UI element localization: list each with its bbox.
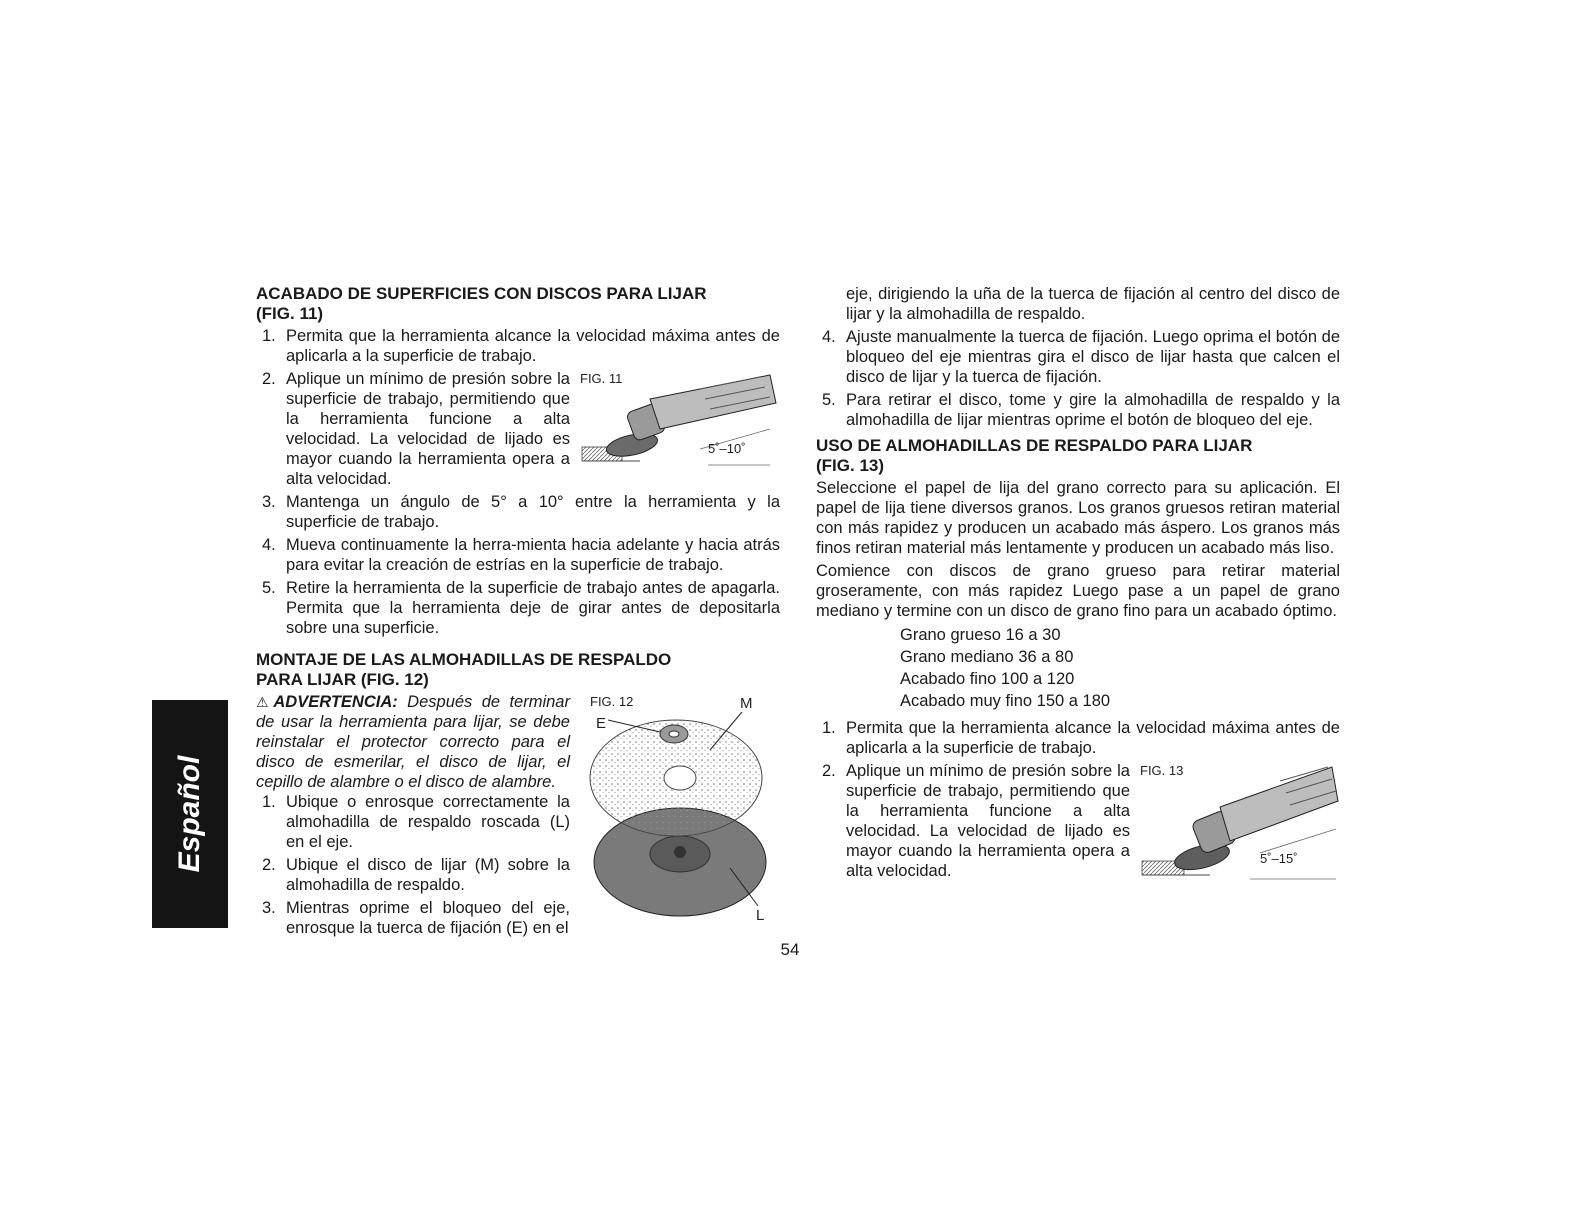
grit-list	[816, 624, 1340, 712]
section-heading-uso: USO DE ALMOHADILLAS DE RESPALDO PARA LIJAR (FIG. 13)	[816, 436, 1253, 475]
section-heading-acabado: ACABADO DE SUPERFICIES CON DISCOS PARA LIJAR (FIG. 11)	[256, 284, 707, 323]
section-heading-montaje: MONTAJE DE LAS ALMOHADILLAS DE RESPALDO PARA LIJAR (FIG. 12)	[256, 650, 672, 689]
grit-item: Grano mediano 36 a 80	[900, 648, 1074, 666]
figure-12: FIG. 12 E M L	[580, 692, 780, 924]
list-item: 4. Mueva continuamente la herra-mienta hacia adelante y hacia atrás para evitar la creación de estrías en la superficie de trabajo.	[262, 536, 780, 574]
list-item-continuation: eje, dirigiendo la uña de la tuerca de fijación al centro del disco de lijar y la almohadilla de respaldo.	[846, 285, 1340, 323]
grit-item: Grano grueso 16 a 30	[900, 626, 1061, 644]
language-tab-label: Español	[173, 755, 206, 873]
left-column	[256, 284, 780, 941]
list-item: 2. FIG. 13 5˚–15˚ Aplique un mínimo de presión sobre la superficie de trabajo, permitiendo que la herramienta funcione a alta velocidad. La velocidad de lijado es mayor cuando la herramienta opera a alta velocidad.	[816, 761, 1340, 881]
warning-label: ADVERTENCIA:	[273, 693, 398, 711]
list-item: 5. Retire la herramienta de la superficie de trabajo antes de apagarla. Permita que la herramienta deje de girar antes de depositarla sobre una superficie.	[262, 579, 780, 637]
figure-13: FIG. 13 5˚–15˚	[1140, 761, 1340, 881]
warning-icon: ⚠	[256, 694, 274, 710]
list-item: 3. Mientras oprime el bloqueo del eje, enrosque la tuerca de fijación (E) en el	[262, 899, 570, 937]
list-item: 4. Ajuste manualmente la tuerca de fijación. Luego oprima el botón de bloqueo del eje mientras gira el disco de lijar hasta que calcen el disco de lijar y la tuerca de fijación.	[822, 328, 1340, 386]
grit-item: Acabado fino 100 a 120	[900, 670, 1075, 688]
list-item: 1. Permita que la herramienta alcance la velocidad máxima antes de aplicarla a la superficie de trabajo.	[262, 327, 780, 365]
paragraph: Comience con discos de grano grueso para retirar material groseramente, con más rapidez Luego pase a un papel de grano mediano y termine con un disco de grano fino para un acabado óptimo.	[816, 562, 1340, 620]
grit-item: Acabado muy fino 150 a 180	[900, 692, 1111, 710]
list-item: 2. FIG. 11 5˚–10˚ Aplique un mínimo de presión sobre la superficie de trabajo, permitiendo que la herramienta funcione a alta velocidad. La velocidad de lijado es mayor cuando la herramienta opera a alta velocidad.	[256, 369, 780, 489]
paragraph: Seleccione el papel de lija del grano correcto para su aplicación. El papel de lija tiene diversos granos. Los granos gruesos retiran material con más rapidez y producen un acabado más áspero. Los granos más finos retiran material más lentamente y producen un acabado más liso.	[816, 479, 1340, 557]
list-item: 5. Para retirar el disco, tome y gire la almohadilla de respaldo y la almohadilla de lijar mientras oprime el botón de bloqueo del eje.	[822, 391, 1340, 429]
list-item: 3. Mantenga un ángulo de 5° a 10° entre la herramienta y la superficie de trabajo.	[262, 493, 780, 531]
list-item: 1. Ubique o enrosque correctamente la almohadilla de respaldo roscada (L) en el eje.	[262, 793, 570, 851]
figure-11: FIG. 11 5˚–10˚	[580, 369, 780, 467]
page-number: 54	[780, 940, 800, 959]
language-tab	[152, 700, 228, 928]
right-column	[816, 284, 1340, 884]
list-item: 1. Permita que la herramienta alcance la velocidad máxima antes de aplicarla a la superficie de trabajo.	[822, 719, 1340, 757]
list-item: 2. Ubique el disco de lijar (M) sobre la almohadilla de respaldo.	[262, 856, 570, 894]
warning-block: ⚠ADVERTENCIA: Después de terminar de usar la herramienta para lijar, se debe reinstalar el protector correcto para el disco de esmerilar, el disco de lijar, el cepillo de alambre o el disco de alambre.	[256, 693, 570, 791]
